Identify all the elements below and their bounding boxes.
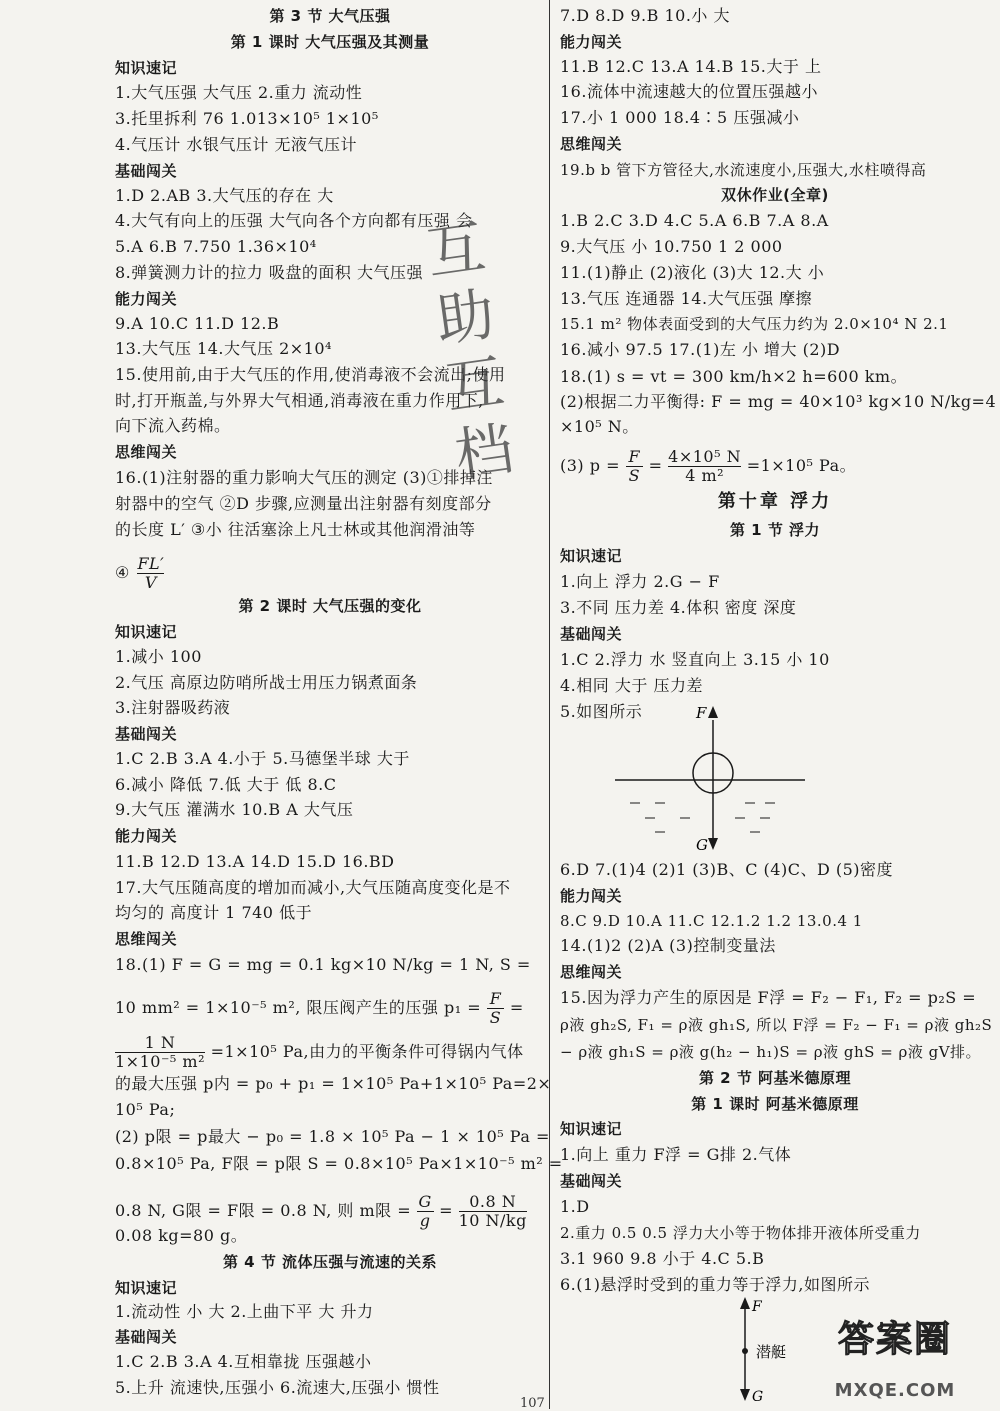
subheading-knowledge: 知识速记 xyxy=(560,547,623,565)
answer-line: 1.大气压强 大气压 2.重力 流动性 xyxy=(115,83,363,102)
force-label-f: F xyxy=(696,704,707,722)
subheading-basic: 基础闯关 xyxy=(115,1328,178,1346)
subheading-thinking: 思维闯关 xyxy=(115,930,178,948)
answer-line xyxy=(115,1034,524,1071)
arrow-down-icon xyxy=(740,1389,750,1401)
formula-text: =1×10⁵ Pa,由力的平衡条件可得锅内气体 xyxy=(210,1042,524,1061)
fraction-denominator: V xyxy=(137,573,164,592)
answer-line: 均匀的 高度计 1 740 低于 xyxy=(115,903,313,922)
formula-text: = xyxy=(439,1201,453,1220)
answer-line: 9.大气压 小 10.750 1 2 000 xyxy=(560,237,783,256)
fraction-denominator: 10 N/kg xyxy=(458,1211,527,1230)
answer-line xyxy=(560,448,856,485)
answer-line: 1.C 2.浮力 水 竖直向上 3.15 小 10 xyxy=(560,650,830,669)
submarine-label: 潜艇 xyxy=(756,1343,787,1361)
answer-line: 3.不同 压力差 4.体积 密度 深度 xyxy=(560,598,797,617)
answer-line: 1.C 2.B 3.A 4.小于 5.马德堡半球 大于 xyxy=(115,749,410,768)
answer-line: 5.上升 流速快,压强小 6.流速大,压强小 惯性 xyxy=(115,1378,440,1397)
answer-line: 15.使用前,由于大气压的作用,使消毒液不会流出;使用 xyxy=(115,365,506,384)
fraction-denominator: 4 m² xyxy=(668,466,741,485)
answer-line: 17.小 1 000 18.4∶5 压强减小 xyxy=(560,108,800,127)
answer-line: 向下流入药棉。 xyxy=(115,416,231,435)
fraction-numerator: F xyxy=(628,447,641,466)
answer-line: 1.C 2.B 3.A 4.互相靠拢 压强越小 xyxy=(115,1352,372,1371)
subheading-ability: 能力闯关 xyxy=(115,827,178,845)
answer-line: 2.气压 高原边防哨所战士用压力锅煮面条 xyxy=(115,673,418,692)
subheading-thinking: 思维闯关 xyxy=(115,443,178,461)
answer-line: 6.减小 降低 7.低 大于 低 8.C xyxy=(115,775,337,794)
answer-line xyxy=(115,555,164,592)
fraction-numerator: F xyxy=(489,989,502,1008)
section-title: 第 3 节 大气压强 xyxy=(269,7,391,25)
answer-line: ρ液 gh₂S, F₁ = ρ液 gh₁S, 所以 F浮 = F₂ − F₁ = ρ液 gh₂S xyxy=(560,1016,993,1034)
section-title: 第 2 节 阿基米德原理 xyxy=(698,1069,852,1087)
lesson-title: 第 1 课时 大气压强及其测量 xyxy=(230,33,430,51)
fraction xyxy=(668,448,741,485)
subheading-ability: 能力闯关 xyxy=(560,887,623,905)
formula-text: (3) p = xyxy=(560,456,620,475)
subheading-ability: 能力闯关 xyxy=(115,290,178,308)
answer-line: 6.D 7.(1)4 (2)1 (3)B、C (4)C、D (5)密度 xyxy=(560,860,894,879)
answer-line: (2) p限 = p最大 − p₀ = 1.8 × 10⁵ Pa − 1 × 10⁵ Pa = xyxy=(115,1127,550,1146)
fraction-denominator: S xyxy=(626,466,643,485)
subheading-basic: 基础闯关 xyxy=(115,162,178,180)
arrow-down-icon xyxy=(708,838,718,850)
force-label-g: G xyxy=(752,1389,764,1405)
fraction-numerator: G xyxy=(418,1192,432,1211)
center-dot xyxy=(742,1348,748,1354)
answer-line: 9.大气压 灌满水 10.B A 大气压 xyxy=(115,800,354,819)
answer-line: 8.C 9.D 10.A 11.C 12.1.2 1.2 13.0.4 1 xyxy=(560,912,863,930)
fraction xyxy=(459,1193,527,1230)
lesson-title: 第 2 课时 大气压强的变化 xyxy=(238,597,422,615)
answer-line: 15.1 m² 物体表面受到的大气压力约为 2.0×10⁴ N 2.1 xyxy=(560,315,949,333)
subheading-ability: 能力闯关 xyxy=(560,33,623,51)
answer-line: 射器中的空气 ②D 步骤,应测量出注射器有刻度部分 xyxy=(115,494,492,513)
answer-line: 11.B 12.C 13.A 14.B 15.大于 上 xyxy=(560,57,822,76)
buoyancy-diagram xyxy=(610,700,870,855)
subheading-thinking: 思维闯关 xyxy=(560,963,623,981)
answer-line: 17.大气压随高度的增加而减小,大气压随高度变化是不 xyxy=(115,878,511,897)
force-label-f: F xyxy=(752,1299,762,1315)
formula-text: 10 mm² = 1×10⁻⁵ m², 限压阀产生的压强 p₁ = xyxy=(115,998,482,1017)
fraction-denominator: S xyxy=(487,1008,504,1027)
answer-line: 14.(1)2 (2)A (3)控制变量法 xyxy=(560,936,776,955)
answer-line: 1.向上 浮力 2.G − F xyxy=(560,572,720,591)
answer-line: 1.减小 100 xyxy=(115,647,202,666)
answer-line: 的最大压强 p内 = p₀ + p₁ = 1×10⁵ Pa+1×10⁵ Pa=2× xyxy=(115,1074,552,1093)
section-title: 第 4 节 流体压强与流速的关系 xyxy=(222,1253,438,1271)
subheading-basic: 基础闯关 xyxy=(115,725,178,743)
answer-line: 11.(1)静止 (2)液化 (3)大 12.大 小 xyxy=(560,263,825,282)
fraction-numerator: 0.8 N xyxy=(469,1192,517,1211)
answer-line xyxy=(115,990,524,1027)
formula-text: 0.8 N, G限 = F限 = 0.8 N, 则 m限 = xyxy=(115,1201,412,1220)
answer-line: 1.D 2.AB 3.大气压的存在 大 xyxy=(115,186,334,205)
fraction xyxy=(115,1034,205,1071)
chapter-title: 第十章 浮力 xyxy=(717,491,833,512)
formula-text: =1×10⁵ Pa。 xyxy=(746,456,857,475)
subheading-basic: 基础闯关 xyxy=(560,625,623,643)
formula-text: = xyxy=(648,456,663,475)
answer-line: 16.流体中流速越大的位置压强越小 xyxy=(560,82,818,101)
subheading-knowledge: 知识速记 xyxy=(115,623,178,641)
answer-line: 0.08 kg=80 g。 xyxy=(115,1226,248,1245)
answer-line: 的长度 L′ ③小 往活塞涂上凡士林或其他润滑油等 xyxy=(115,520,476,539)
fraction xyxy=(487,990,504,1027)
answer-line: 4.大气有向上的压强 大气向各个方向都有压强 会 xyxy=(115,211,473,230)
force-label-g: G xyxy=(696,836,708,854)
fraction-numerator: FL′ xyxy=(137,554,165,573)
answer-line xyxy=(115,1193,527,1230)
answer-line: 18.(1) F = G = mg = 0.1 kg×10 N/kg = 1 N, S = xyxy=(115,955,531,974)
fraction-numerator: 1 N xyxy=(144,1033,176,1052)
answer-line: 11.B 12.D 13.A 14.D 15.D 16.BD xyxy=(115,852,395,871)
answer-line: 4.相同 大于 压力差 xyxy=(560,676,703,695)
subheading-knowledge: 知识速记 xyxy=(115,59,178,77)
fraction-denominator: g xyxy=(417,1211,434,1230)
answer-line: 5.A 6.B 7.750 1.36×10⁴ xyxy=(115,237,317,256)
answer-line: 1.流动性 小 大 2.上曲下平 大 升力 xyxy=(115,1302,374,1321)
answer-line: 13.大气压 14.大气压 2×10⁴ xyxy=(115,339,332,358)
answer-line: 10⁵ Pa; xyxy=(115,1100,176,1119)
answer-line: 时,打开瓶盖,与外界大气相通,消毒液在重力作用下, xyxy=(115,391,484,410)
fraction-numerator: 4×10⁵ N xyxy=(668,447,742,466)
answer-line: 9.A 10.C 11.D 12.B xyxy=(115,314,280,333)
section-title: 第 1 节 浮力 xyxy=(729,521,821,539)
answer-line: 1.向上 重力 F浮 = G排 2.气体 xyxy=(560,1145,792,1164)
fraction xyxy=(137,555,164,592)
fraction-denominator: 1×10⁻⁵ m² xyxy=(115,1052,205,1071)
answer-line: 16.减小 97.5 17.(1)左 小 增大 (2)D xyxy=(560,340,841,359)
answer-line: 1.D xyxy=(560,1197,590,1216)
lesson-title: 第 1 课时 阿基米德原理 xyxy=(691,1095,859,1113)
fraction xyxy=(417,1193,434,1230)
watermark-logo xyxy=(800,1311,990,1401)
watermark-text: 答案圈 xyxy=(837,1319,952,1360)
subheading-basic: 基础闯关 xyxy=(560,1172,623,1190)
column-divider xyxy=(549,0,550,1409)
fraction xyxy=(626,448,643,485)
answer-line: 7.D 8.D 9.B 10.小 大 xyxy=(560,6,731,25)
watermark-url: MXQE.COM xyxy=(834,1380,956,1401)
formula-text: = xyxy=(509,998,524,1017)
answer-line: ×10⁵ N。 xyxy=(560,417,639,436)
answer-line: 2.重力 0.5 0.5 浮力大小等于物体排开液体所受重力 xyxy=(560,1224,921,1242)
answer-line: 19.b b 管下方管径大,水流速度小,压强大,水柱喷得高 xyxy=(560,161,927,179)
page-number: 107 xyxy=(520,1396,545,1411)
answer-line: 4.气压计 水银气压计 无液气压计 xyxy=(115,135,357,154)
answer-line: 0.8×10⁵ Pa, F限 = p限 S = 0.8×10⁵ Pa×1×10⁻⁵ m² = xyxy=(115,1154,563,1173)
subheading-thinking: 思维闯关 xyxy=(560,135,623,153)
answer-line: 18.(1) s = vt = 300 km/h×2 h=600 km。 xyxy=(560,367,908,386)
answer-line: 3.1 960 9.8 小于 4.C 5.B xyxy=(560,1249,765,1268)
subheading-knowledge: 知识速记 xyxy=(115,1279,178,1297)
circled-number: ④ xyxy=(115,563,130,582)
answer-line: 5.如图所示 xyxy=(560,702,643,721)
subheading-knowledge: 知识速记 xyxy=(560,1120,623,1138)
answer-line: (2)根据二力平衡得: F = mg = 40×10³ kg×10 N/kg=4 xyxy=(560,392,997,411)
answer-line: 1.B 2.C 3.D 4.C 5.A 6.B 7.A 8.A xyxy=(560,211,829,230)
arrow-up-icon xyxy=(740,1297,750,1309)
arrow-up-icon xyxy=(708,706,718,718)
weekend-homework-title: 双休作业(全章) xyxy=(721,186,829,204)
answer-line: 16.(1)注射器的重力影响大气压的测定 (3)①排掉注 xyxy=(115,468,493,487)
answer-line: 8.弹簧测力计的拉力 吸盘的面积 大气压强 xyxy=(115,263,423,282)
answer-line: 6.(1)悬浮时受到的重力等于浮力,如图所示 xyxy=(560,1275,871,1294)
answer-line: − ρ液 gh₁S = ρ液 g(h₂ − h₁)S = ρ液 ghS = ρ液 gV排。 xyxy=(560,1043,982,1061)
answer-line: 13.气压 连通器 14.大气压强 摩擦 xyxy=(560,289,813,308)
answer-line: 3.托里拆利 76 1.013×10⁵ 1×10⁵ xyxy=(115,109,379,128)
answer-line: 3.注射器吸药液 xyxy=(115,698,231,717)
handwritten-mark: 互助互档 xyxy=(422,212,518,490)
answer-line: 15.因为浮力产生的原因是 F浮 = F₂ − F₁, F₂ = p₂S = xyxy=(560,988,977,1007)
